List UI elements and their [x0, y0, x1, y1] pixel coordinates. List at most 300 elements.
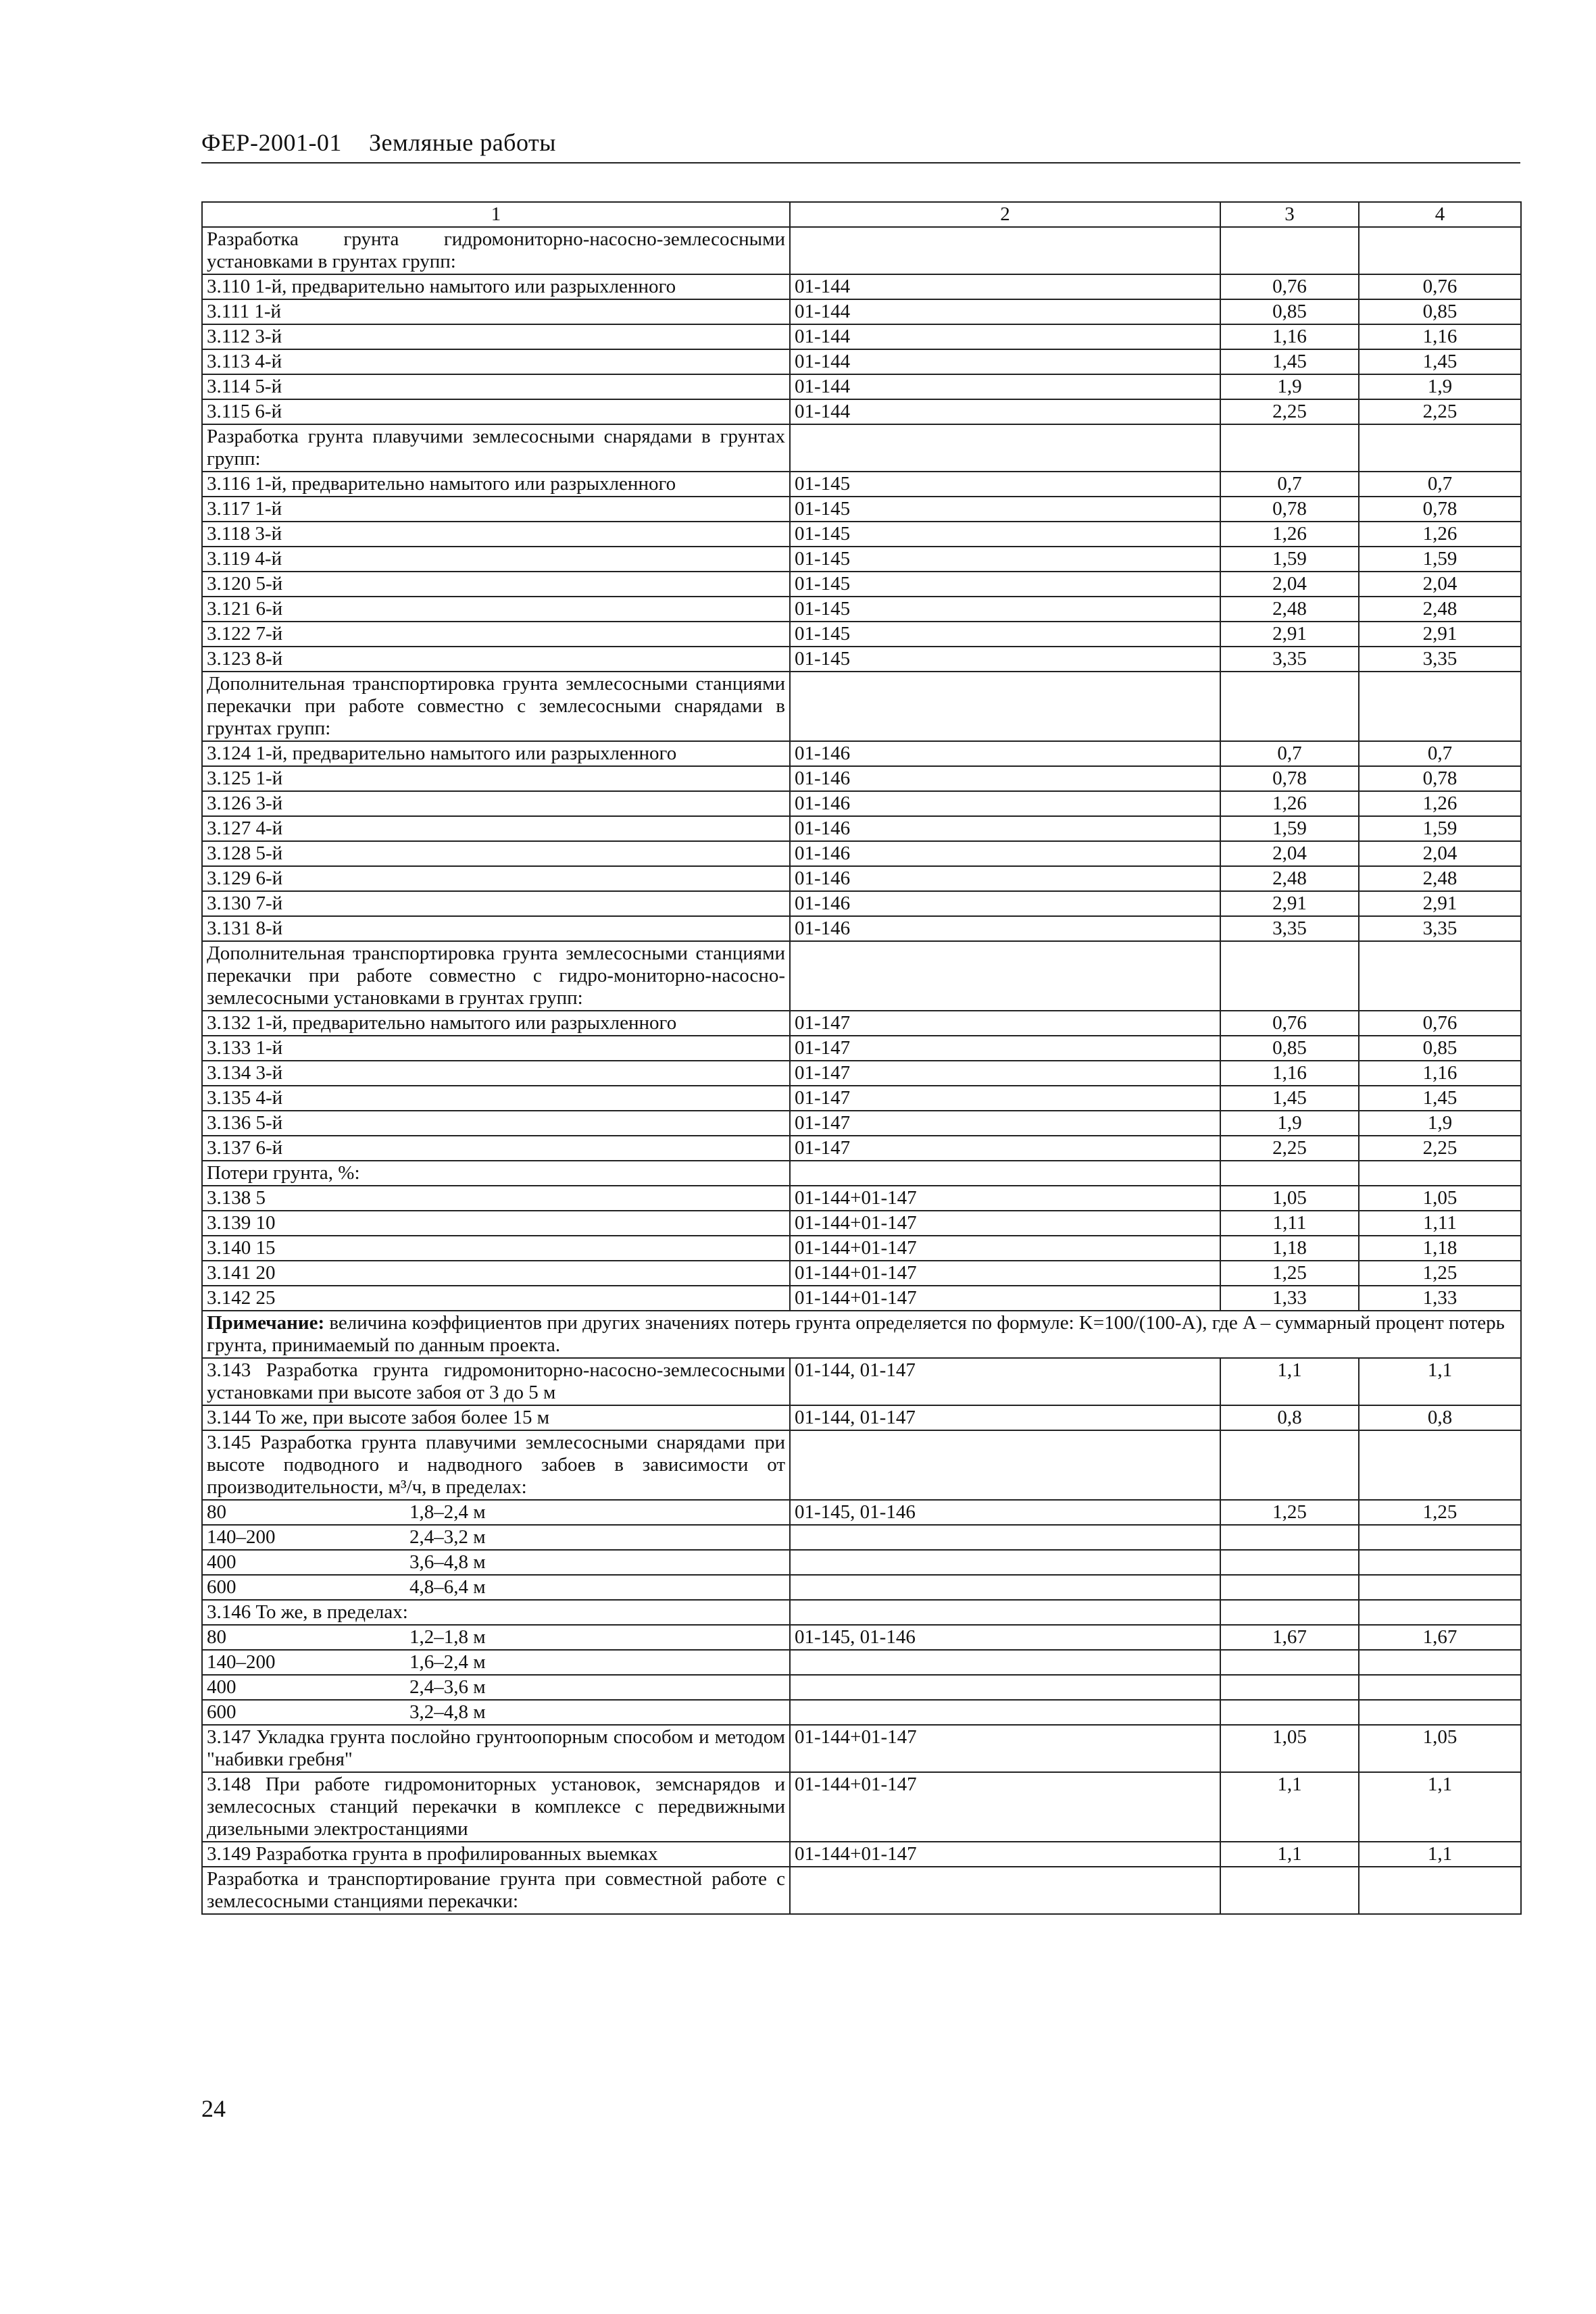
row-name: 3.136 5-й [202, 1111, 790, 1136]
row-coef-3 [1220, 1675, 1359, 1700]
face-height-value: 2,4–3,2 м [409, 1526, 486, 1548]
row-code: 01-145 [790, 622, 1220, 647]
note-label: Примечание: [207, 1312, 325, 1334]
table-row [202, 891, 1521, 916]
empty-cell [1359, 672, 1521, 741]
table-row [202, 1405, 1521, 1430]
note-text: величина коэффициентов при других значениях потерь грунта определяется по формуле: K=100/(100-A), где A – суммарный процент потерь грунта, принимаемый по данным проекта. [207, 1312, 1505, 1356]
row-code: 01-146 [790, 841, 1220, 866]
subrow-values [207, 1551, 785, 1574]
section-heading: 3.145 Разработка грунта плавучими землесосными снарядами при высоте подводного и надводного забоев в зависимости от производительности, м³/ч, в пределах: [202, 1430, 790, 1500]
row-code [790, 1550, 1220, 1575]
running-header [201, 128, 556, 157]
row-coef-4: 1,05 [1359, 1725, 1521, 1772]
row-coef-4: 1,1 [1359, 1842, 1521, 1867]
table-row [202, 816, 1521, 841]
row-name: 3.132 1-й, предварительно намытого или разрыхленного [202, 1011, 790, 1036]
row-coef-3: 0,76 [1220, 1011, 1359, 1036]
document-section-title: Земляные работы [368, 129, 556, 156]
empty-cell [790, 1600, 1220, 1625]
face-height-value: 1,6–2,4 м [409, 1651, 486, 1673]
row-coef-4: 2,48 [1359, 866, 1521, 891]
row-coef-3: 1,9 [1220, 1111, 1359, 1136]
row-coef-4: 2,25 [1359, 399, 1521, 424]
table-row [202, 1211, 1521, 1236]
row-coef-4: 1,45 [1359, 1086, 1521, 1111]
row-coef-4: 0,76 [1359, 274, 1521, 299]
row-code: 01-146 [790, 791, 1220, 816]
row-name: 3.126 3-й [202, 791, 790, 816]
column-number-row [202, 202, 1521, 227]
table-row [202, 766, 1521, 791]
row-coef-3 [1220, 1650, 1359, 1675]
row-coef-3: 0,8 [1220, 1405, 1359, 1430]
empty-cell [790, 941, 1220, 1011]
row-coef-3: 0,85 [1220, 1036, 1359, 1061]
row-coef-4: 1,05 [1359, 1186, 1521, 1211]
empty-cell [790, 1430, 1220, 1500]
row-coef-3 [1220, 1575, 1359, 1600]
row-coef-3: 1,25 [1220, 1261, 1359, 1286]
table-row [202, 349, 1521, 374]
row-name: 3.116 1-й, предварительно намытого или разрыхленного [202, 472, 790, 497]
section-heading-row [202, 1161, 1521, 1186]
row-coef-3: 1,59 [1220, 816, 1359, 841]
row-code: 01-144 [790, 399, 1220, 424]
row-coef-4: 1,9 [1359, 374, 1521, 399]
coefficient-table [201, 201, 1522, 1915]
row-coef-3 [1220, 1700, 1359, 1725]
row-coef-3: 1,05 [1220, 1186, 1359, 1211]
table-row [202, 622, 1521, 647]
subrow-values [207, 1501, 785, 1524]
row-coef-4: 1,11 [1359, 1211, 1521, 1236]
row-coef-4 [1359, 1675, 1521, 1700]
row-coef-4: 1,1 [1359, 1358, 1521, 1405]
row-code: 01-144+01-147 [790, 1236, 1220, 1261]
row-code: 01-145 [790, 472, 1220, 497]
row-coef-4: 2,91 [1359, 891, 1521, 916]
empty-cell [1220, 424, 1359, 472]
row-coef-3: 0,7 [1220, 472, 1359, 497]
row-code [790, 1525, 1220, 1550]
row-coef-4: 1,59 [1359, 816, 1521, 841]
row-code: 01-144, 01-147 [790, 1358, 1220, 1405]
row-coef-3: 1,1 [1220, 1358, 1359, 1405]
table-row [202, 791, 1521, 816]
row-name: 3.140 15 [202, 1236, 790, 1261]
row-code: 01-144, 01-147 [790, 1405, 1220, 1430]
row-code: 01-144 [790, 274, 1220, 299]
table-row [202, 497, 1521, 522]
row-coef-4 [1359, 1550, 1521, 1575]
row-coef-3: 2,04 [1220, 841, 1359, 866]
row-coef-3: 1,45 [1220, 1086, 1359, 1111]
table-row [202, 374, 1521, 399]
empty-cell [1359, 424, 1521, 472]
empty-cell [1220, 1430, 1359, 1500]
row-coef-4: 0,85 [1359, 299, 1521, 324]
note-row [202, 1311, 1521, 1358]
empty-cell [1359, 941, 1521, 1011]
section-heading-row [202, 672, 1521, 741]
table-subrow [202, 1525, 1521, 1550]
face-height-value: 3,2–4,8 м [409, 1701, 486, 1723]
row-code: 01-144 [790, 349, 1220, 374]
row-coef-3 [1220, 1525, 1359, 1550]
productivity-value: 600 [207, 1701, 236, 1723]
row-name: 3.124 1-й, предварительно намытого или разрыхленного [202, 741, 790, 766]
row-code [790, 1700, 1220, 1725]
subrow-values [207, 1526, 785, 1549]
table-subrow [202, 1625, 1521, 1650]
empty-cell [1220, 1600, 1359, 1625]
row-name: 3.111 1-й [202, 299, 790, 324]
section-heading-row [202, 1600, 1521, 1625]
empty-cell [1220, 1867, 1359, 1914]
row-coef-4: 3,35 [1359, 647, 1521, 672]
empty-cell [790, 672, 1220, 741]
row-code: 01-144+01-147 [790, 1772, 1220, 1842]
table-row [202, 1236, 1521, 1261]
table-row [202, 1111, 1521, 1136]
empty-cell [1359, 1161, 1521, 1186]
row-code: 01-146 [790, 916, 1220, 941]
row-coef-4: 0,8 [1359, 1405, 1521, 1430]
column-number: 4 [1359, 202, 1521, 227]
row-name: 3.110 1-й, предварительно намытого или разрыхленного [202, 274, 790, 299]
table-row [202, 1358, 1521, 1405]
table-row [202, 866, 1521, 891]
productivity-value: 80 [207, 1626, 226, 1648]
row-code: 01-144+01-147 [790, 1211, 1220, 1236]
table-row [202, 647, 1521, 672]
row-coef-4: 0,85 [1359, 1036, 1521, 1061]
empty-cell [1220, 941, 1359, 1011]
row-name: 3.112 3-й [202, 324, 790, 349]
row-code: 01-145 [790, 597, 1220, 622]
row-coef-4: 1,18 [1359, 1236, 1521, 1261]
row-coef-3: 2,91 [1220, 891, 1359, 916]
row-code: 01-147 [790, 1111, 1220, 1136]
subrow-values [207, 1626, 785, 1649]
row-code: 01-147 [790, 1036, 1220, 1061]
row-code: 01-144+01-147 [790, 1186, 1220, 1211]
row-code: 01-147 [790, 1011, 1220, 1036]
row-name: 3.127 4-й [202, 816, 790, 841]
row-coef-3: 3,35 [1220, 916, 1359, 941]
row-coef-4: 2,48 [1359, 597, 1521, 622]
row-coef-3: 2,91 [1220, 622, 1359, 647]
table-row [202, 841, 1521, 866]
table-row [202, 1842, 1521, 1867]
table-row [202, 547, 1521, 572]
row-coef-3: 1,33 [1220, 1286, 1359, 1311]
row-code: 01-146 [790, 866, 1220, 891]
row-coef-4: 2,04 [1359, 841, 1521, 866]
row-coef-4: 0,78 [1359, 766, 1521, 791]
row-name: 3.115 6-й [202, 399, 790, 424]
productivity-value: 140–200 [207, 1526, 276, 1548]
row-name: 3.118 3-й [202, 522, 790, 547]
row-coef-4 [1359, 1525, 1521, 1550]
row-coef-3: 1,16 [1220, 1061, 1359, 1086]
row-name: 3.128 5-й [202, 841, 790, 866]
column-number: 2 [790, 202, 1220, 227]
row-name: 3.148 При работе гидромониторных установок, земснарядов и землесосных станций перекачки в комплексе с передвижными дизельными электростанциями [202, 1772, 790, 1842]
table-row [202, 1061, 1521, 1086]
empty-cell [790, 227, 1220, 274]
table-row [202, 1286, 1521, 1311]
table-row [202, 1036, 1521, 1061]
row-code [790, 1650, 1220, 1675]
row-coef-3: 3,35 [1220, 647, 1359, 672]
row-coef-4: 1,67 [1359, 1625, 1521, 1650]
row-name: 3.144 То же, при высоте забоя более 15 м [202, 1405, 790, 1430]
row-code: 01-145 [790, 647, 1220, 672]
row-code: 01-147 [790, 1136, 1220, 1161]
subrow-values [207, 1676, 785, 1699]
table-row [202, 1186, 1521, 1211]
row-name: 3.142 25 [202, 1286, 790, 1311]
section-heading: Разработка грунта плавучими землесосными снарядами в грунтах групп: [202, 424, 790, 472]
table-row [202, 324, 1521, 349]
row-name: 3.120 5-й [202, 572, 790, 597]
row-coef-3: 1,9 [1220, 374, 1359, 399]
table-row [202, 916, 1521, 941]
row-coef-3: 0,85 [1220, 299, 1359, 324]
table-row [202, 472, 1521, 497]
row-coef-3: 1,59 [1220, 547, 1359, 572]
row-code [790, 1675, 1220, 1700]
row-coef-4: 3,35 [1359, 916, 1521, 941]
table-row [202, 274, 1521, 299]
table-row [202, 1136, 1521, 1161]
face-height-value: 2,4–3,6 м [409, 1676, 486, 1698]
section-heading-row [202, 1430, 1521, 1500]
row-coef-4: 1,25 [1359, 1500, 1521, 1525]
row-code: 01-144+01-147 [790, 1725, 1220, 1772]
section-heading-row [202, 424, 1521, 472]
row-coef-3: 1,1 [1220, 1842, 1359, 1867]
row-coef-3: 2,25 [1220, 399, 1359, 424]
section-heading-row [202, 227, 1521, 274]
row-coef-3: 1,18 [1220, 1236, 1359, 1261]
subrow-params [202, 1675, 790, 1700]
empty-cell [1220, 1161, 1359, 1186]
row-coef-4: 1,45 [1359, 349, 1521, 374]
productivity-value: 400 [207, 1676, 236, 1698]
row-name: 3.123 8-й [202, 647, 790, 672]
row-coef-3: 1,67 [1220, 1625, 1359, 1650]
table-subrow [202, 1700, 1521, 1725]
row-name: 3.117 1-й [202, 497, 790, 522]
table-subrow [202, 1575, 1521, 1600]
empty-cell [1359, 1867, 1521, 1914]
row-coef-3: 1,26 [1220, 522, 1359, 547]
row-coef-3: 1,16 [1220, 324, 1359, 349]
column-number: 3 [1220, 202, 1359, 227]
row-coef-3: 0,7 [1220, 741, 1359, 766]
productivity-value: 600 [207, 1576, 236, 1598]
table-row [202, 1772, 1521, 1842]
row-code: 01-145 [790, 572, 1220, 597]
row-name: 3.141 20 [202, 1261, 790, 1286]
subrow-params [202, 1700, 790, 1725]
row-coef-4 [1359, 1575, 1521, 1600]
table-row [202, 299, 1521, 324]
row-coef-3: 2,48 [1220, 597, 1359, 622]
row-code: 01-146 [790, 891, 1220, 916]
empty-cell [1220, 227, 1359, 274]
section-heading: Потери грунта, %: [202, 1161, 790, 1186]
subrow-params [202, 1525, 790, 1550]
row-coef-4: 1,33 [1359, 1286, 1521, 1311]
row-name: 3.135 4-й [202, 1086, 790, 1111]
row-name: 3.139 10 [202, 1211, 790, 1236]
row-name: 3.122 7-й [202, 622, 790, 647]
row-coef-4: 0,78 [1359, 497, 1521, 522]
row-code: 01-145 [790, 522, 1220, 547]
table-row [202, 1086, 1521, 1111]
row-coef-4: 1,16 [1359, 324, 1521, 349]
row-code: 01-145, 01-146 [790, 1500, 1220, 1525]
row-coef-4: 2,04 [1359, 572, 1521, 597]
row-name: 3.143 Разработка грунта гидромониторно-насосно-землесосными установками при высоте забоя от 3 до 5 м [202, 1358, 790, 1405]
row-coef-3: 1,11 [1220, 1211, 1359, 1236]
section-heading: Разработка и транспортирование грунта при совместной работе с землесосными станциями перекачки: [202, 1867, 790, 1914]
row-coef-3: 1,1 [1220, 1772, 1359, 1842]
row-name: 3.149 Разработка грунта в профилированных выемках [202, 1842, 790, 1867]
row-coef-4 [1359, 1700, 1521, 1725]
row-name: 3.130 7-й [202, 891, 790, 916]
row-coef-4 [1359, 1650, 1521, 1675]
table-subrow [202, 1500, 1521, 1525]
row-coef-4: 2,25 [1359, 1136, 1521, 1161]
face-height-value: 1,2–1,8 м [409, 1626, 486, 1648]
row-coef-4: 1,1 [1359, 1772, 1521, 1842]
empty-cell [1359, 1600, 1521, 1625]
table-row [202, 399, 1521, 424]
productivity-value: 80 [207, 1501, 226, 1523]
row-coef-4: 1,9 [1359, 1111, 1521, 1136]
table-body [202, 202, 1521, 1914]
row-code: 01-147 [790, 1061, 1220, 1086]
row-code: 01-144+01-147 [790, 1286, 1220, 1311]
productivity-value: 140–200 [207, 1651, 276, 1673]
table-row [202, 1261, 1521, 1286]
row-coef-3: 0,78 [1220, 497, 1359, 522]
row-coef-4: 1,25 [1359, 1261, 1521, 1286]
row-coef-4: 2,91 [1359, 622, 1521, 647]
face-height-value: 1,8–2,4 м [409, 1501, 486, 1523]
row-coef-4: 1,16 [1359, 1061, 1521, 1086]
row-coef-4: 0,76 [1359, 1011, 1521, 1036]
header-divider [201, 162, 1520, 164]
page-number: 24 [201, 2095, 226, 2122]
empty-cell [1359, 1430, 1521, 1500]
row-coef-3: 1,45 [1220, 349, 1359, 374]
row-code: 01-144+01-147 [790, 1261, 1220, 1286]
face-height-value: 3,6–4,8 м [409, 1551, 486, 1573]
row-code [790, 1575, 1220, 1600]
row-coef-4: 0,7 [1359, 741, 1521, 766]
table-row [202, 741, 1521, 766]
subrow-params [202, 1575, 790, 1600]
row-coef-4: 1,59 [1359, 547, 1521, 572]
row-code: 01-147 [790, 1086, 1220, 1111]
subrow-values [207, 1651, 785, 1674]
row-name: 3.137 6-й [202, 1136, 790, 1161]
row-coef-3: 1,05 [1220, 1725, 1359, 1772]
table-subrow [202, 1550, 1521, 1575]
row-name: 3.131 8-й [202, 916, 790, 941]
row-coef-3: 0,76 [1220, 274, 1359, 299]
empty-cell [790, 1161, 1220, 1186]
section-heading-row [202, 1867, 1521, 1914]
row-coef-3: 2,04 [1220, 572, 1359, 597]
table-subrow [202, 1675, 1521, 1700]
note-cell [202, 1311, 1521, 1358]
row-name: 3.113 4-й [202, 349, 790, 374]
row-code: 01-145, 01-146 [790, 1625, 1220, 1650]
row-code: 01-145 [790, 547, 1220, 572]
section-heading-row [202, 941, 1521, 1011]
row-code: 01-146 [790, 766, 1220, 791]
table-row [202, 1725, 1521, 1772]
face-height-value: 4,8–6,4 м [409, 1576, 486, 1598]
row-name: 3.114 5-й [202, 374, 790, 399]
subrow-params [202, 1650, 790, 1675]
table-row [202, 522, 1521, 547]
row-name: 3.134 3-й [202, 1061, 790, 1086]
table-row [202, 597, 1521, 622]
row-code: 01-144 [790, 324, 1220, 349]
row-name: 3.125 1-й [202, 766, 790, 791]
row-name: 3.147 Укладка грунта послойно грунтоопорным способом и методом "набивки гребня" [202, 1725, 790, 1772]
document-code: ФЕР-2001-01 [201, 129, 342, 156]
empty-cell [1359, 227, 1521, 274]
row-coef-4: 1,26 [1359, 522, 1521, 547]
row-name: 3.121 6-й [202, 597, 790, 622]
row-name: 3.133 1-й [202, 1036, 790, 1061]
row-coef-3: 2,48 [1220, 866, 1359, 891]
row-coef-3: 1,25 [1220, 1500, 1359, 1525]
subrow-values [207, 1576, 785, 1599]
table-row [202, 1011, 1521, 1036]
productivity-value: 400 [207, 1551, 236, 1573]
row-code: 01-146 [790, 741, 1220, 766]
empty-cell [790, 424, 1220, 472]
table-row [202, 572, 1521, 597]
row-coef-3: 1,26 [1220, 791, 1359, 816]
row-code: 01-145 [790, 497, 1220, 522]
row-name: 3.119 4-й [202, 547, 790, 572]
column-number: 1 [202, 202, 790, 227]
subrow-values [207, 1701, 785, 1724]
empty-cell [1220, 672, 1359, 741]
row-code: 01-144 [790, 374, 1220, 399]
row-code: 01-144+01-147 [790, 1842, 1220, 1867]
row-coef-4: 1,26 [1359, 791, 1521, 816]
empty-cell [790, 1867, 1220, 1914]
table-subrow [202, 1650, 1521, 1675]
subrow-params [202, 1500, 790, 1525]
section-heading: 3.146 То же, в пределах: [202, 1600, 790, 1625]
section-heading: Дополнительная транспортировка грунта землесосными станциями перекачки при работе совместно с землесосными снарядами в грунтах групп: [202, 672, 790, 741]
row-name: 3.129 6-й [202, 866, 790, 891]
subrow-params [202, 1550, 790, 1575]
